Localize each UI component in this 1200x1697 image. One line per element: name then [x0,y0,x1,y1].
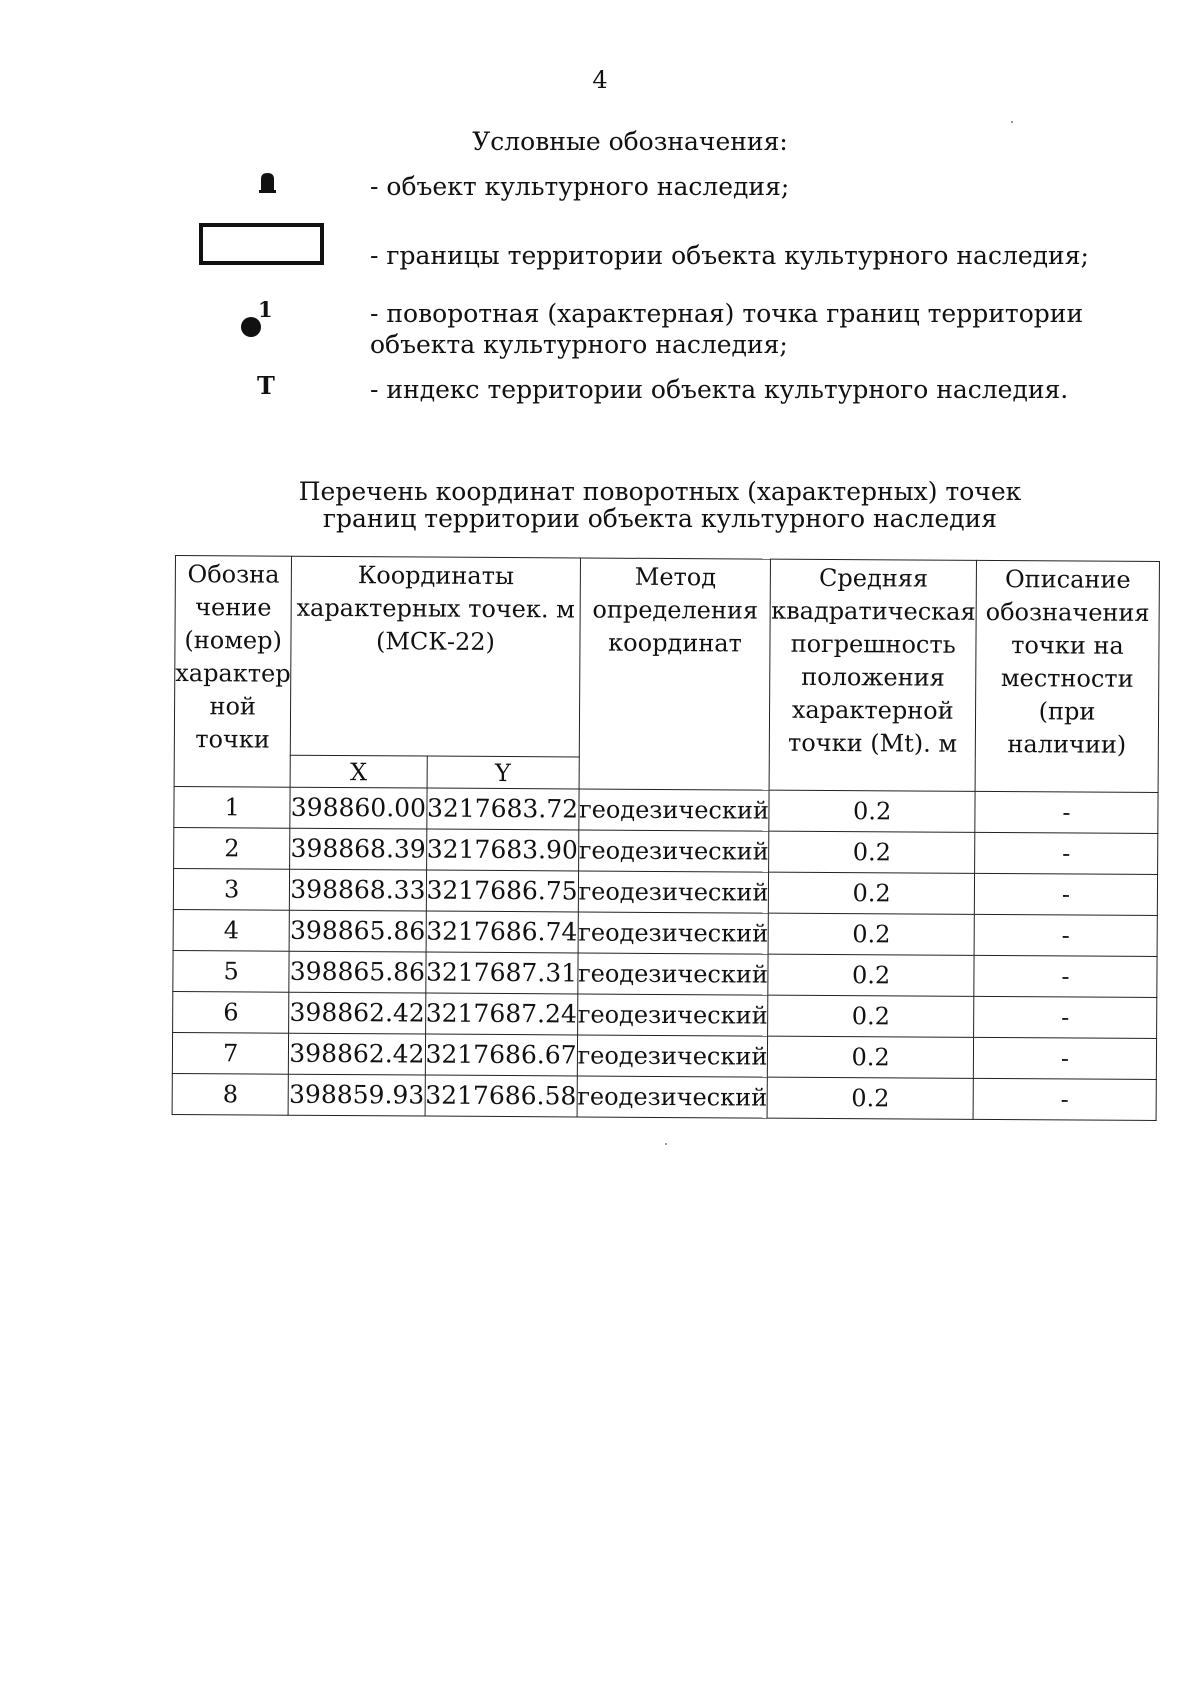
legend-text-index: - индекс территории объекта культурного наследия. [370,375,1069,404]
cell-x: 398865.86 [289,951,425,993]
cell-error: 0.2 [768,995,974,1037]
cell-x: 398868.33 [290,869,426,911]
cell-description: - [973,1037,1156,1079]
legend-text-monument: - объект культурного наследия; [370,172,790,201]
header-x: X [290,756,426,789]
point-number-label: 1 [258,297,273,322]
cell-point-number: 5 [173,950,290,992]
cell-method: геодезический [578,830,769,872]
header-coordinates: Координаты характерных точек. м (МСК-22) [291,556,581,757]
cell-y: 3217686.74 [426,911,578,953]
cell-error: 0.2 [768,954,974,996]
cell-x: 398859.93 [288,1074,424,1116]
cell-error: 0.2 [769,831,975,873]
header-description: Описание обозначения точки на местности (при наличии) [975,560,1159,792]
header-point-number: Обозна чение (номер) характер ной точки [174,556,292,788]
cell-method: геодезический [578,871,769,913]
cell-point-number: 6 [173,991,290,1033]
cell-point-number: 8 [172,1073,289,1115]
cell-error: 0.2 [769,913,975,955]
cell-description: - [974,996,1157,1038]
cell-point-number: 3 [173,868,290,910]
table-row [174,827,1158,874]
cell-x: 398860.00 [290,787,426,829]
header-y: Y [427,756,579,789]
boundary-rectangle-icon [199,223,324,265]
table-row [173,950,1157,997]
cell-description: - [975,791,1158,833]
cell-y: 3217687.31 [425,952,577,994]
table-row [173,909,1157,956]
cell-x: 398868.39 [290,828,426,870]
legend-text-boundary: - границы территории объекта культурного наследия; [370,241,1089,270]
cell-description: - [975,832,1158,874]
cell-method: геодезический [578,912,769,954]
cell-y: 3217683.90 [426,829,578,871]
monument-icon [259,172,276,193]
header-method: Метод определения координат [579,558,771,790]
table-row [174,786,1158,833]
table-title [0,478,1200,532]
cell-description: - [974,955,1157,997]
cell-y: 3217686.67 [425,1034,577,1076]
scan-speck [1011,121,1013,123]
table-row [172,1032,1156,1079]
cell-description: - [973,1078,1156,1120]
scan-speck [665,1143,667,1145]
cell-point-number: 4 [173,909,290,951]
cell-method: геодезический [577,1035,768,1077]
page-number: 4 [592,66,608,94]
cell-method: геодезический [577,953,768,995]
cell-y: 3217686.58 [425,1075,577,1117]
table-row [172,1073,1156,1120]
table-row [173,991,1157,1038]
cell-y: 3217686.75 [426,870,578,912]
cell-error: 0.2 [768,1077,974,1119]
cell-method: геодезический [578,789,769,831]
territory-index-icon: Т [257,371,275,400]
table-title-line-1: Перечень координат поворотных (характерных) точек [298,477,1022,506]
cell-method: геодезический [577,1076,768,1118]
coordinates-table [172,555,1160,1121]
cell-x: 398862.42 [289,1033,425,1075]
cell-y: 3217683.72 [426,788,578,830]
cell-point-number: 7 [172,1032,289,1074]
cell-description: - [974,914,1157,956]
table-row [173,868,1157,915]
turning-point-icon [241,297,273,337]
cell-point-number: 1 [174,786,291,828]
cell-x: 398862.42 [289,992,425,1034]
legend-text-turning-point: - поворотная (характерная) точка границ территории объекта культурного наследия; [370,299,1084,359]
cell-description: - [974,873,1157,915]
cell-method: геодезический [577,994,768,1036]
cell-error: 0.2 [768,1036,974,1078]
header-error: Средняя квадратическая погрешность положения характерной точки (Mt). м [770,559,977,791]
legend-title: Условные обозначения: [472,127,788,156]
cell-point-number: 2 [174,827,291,869]
cell-x: 398865.86 [289,910,425,952]
cell-y: 3217687.24 [425,993,577,1035]
cell-error: 0.2 [769,872,975,914]
table-title-line-2: границ территории объекта культурного наследия [322,504,998,533]
cell-error: 0.2 [769,790,975,832]
